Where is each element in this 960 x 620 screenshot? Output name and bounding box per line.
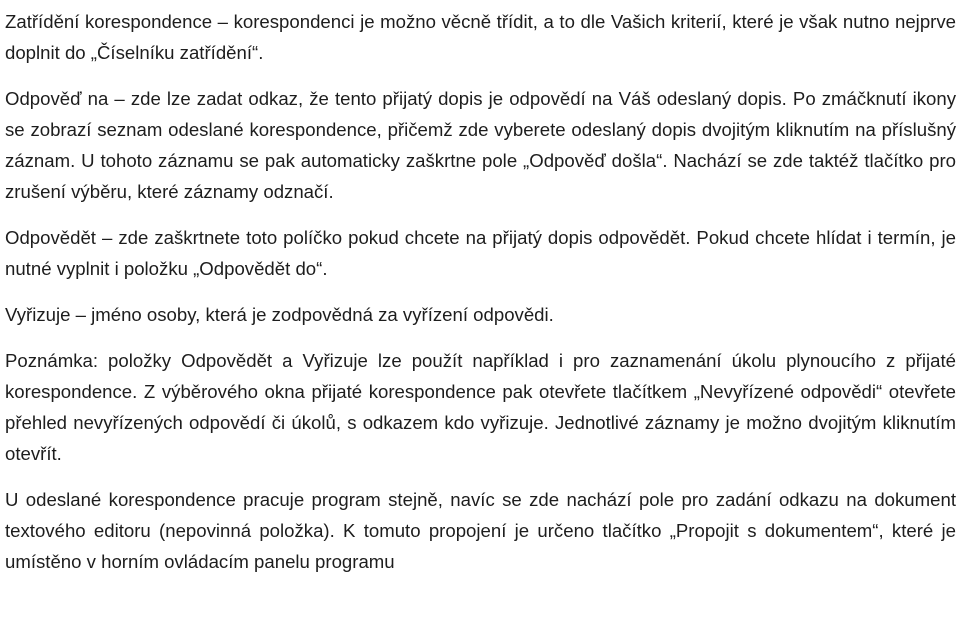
paragraph-odeslana-korespondence: U odeslané korespondence pracuje program stejně, navíc se zde nachází pole pro zadání odkazu na dokument textového editoru (nepovinná položka). K tomuto propojení je určeno tlačítko „Propojit s dokumentem“, které je umístěno v horním ovládacím panelu programu [5,489,956,572]
document-page [5,6,956,577]
paragraph-odpoved-na: Odpověď na – zde lze zadat odkaz, že tento přijatý dopis je odpovědí na Váš odeslaný dopis. Po zmáčknutí ikony se zobrazí seznam odeslané korespondence, přičemž zde vyberete odeslaný dopis dvojitým kliknutím na příslušný záznam. U tohoto záznamu se pak automaticky zaškrtne pole „Odpověď došla“. Nachází se zde taktéž tlačítko pro zrušení výběru, které záznamy odznačí. [5,88,956,202]
paragraph-odpovedet: Odpovědět – zde zaškrtnete toto políčko pokud chcete na přijatý dopis odpovědět. Pokud chcete hlídat i termín, je nutné vyplnit i položku „Odpovědět do“. [5,227,956,279]
paragraph-vyrizuje: Vyřizuje – jméno osoby, která je zodpovědná za vyřízení odpovědi. [5,304,554,325]
paragraph-poznamka: Poznámka: položky Odpovědět a Vyřizuje lze použít například i pro zaznamenání úkolu plynoucího z přijaté korespondence. Z výběrového okna přijaté korespondence pak otevřete tlačítkem „Nevyřízené odpovědi“ otevřete přehled nevyřízených odpovědí či úkolů, s odkazem kdo vyřizuje. Jednotlivé záznamy je možno dvojitým kliknutím otevřít. [5,350,956,464]
paragraph-zatrideni-korespondence: Zatřídění korespondence – korespondenci je možno věcně třídit, a to dle Vašich kriterií, které je však nutno nejprve doplnit do „Číselníku zatřídění“. [5,11,956,63]
